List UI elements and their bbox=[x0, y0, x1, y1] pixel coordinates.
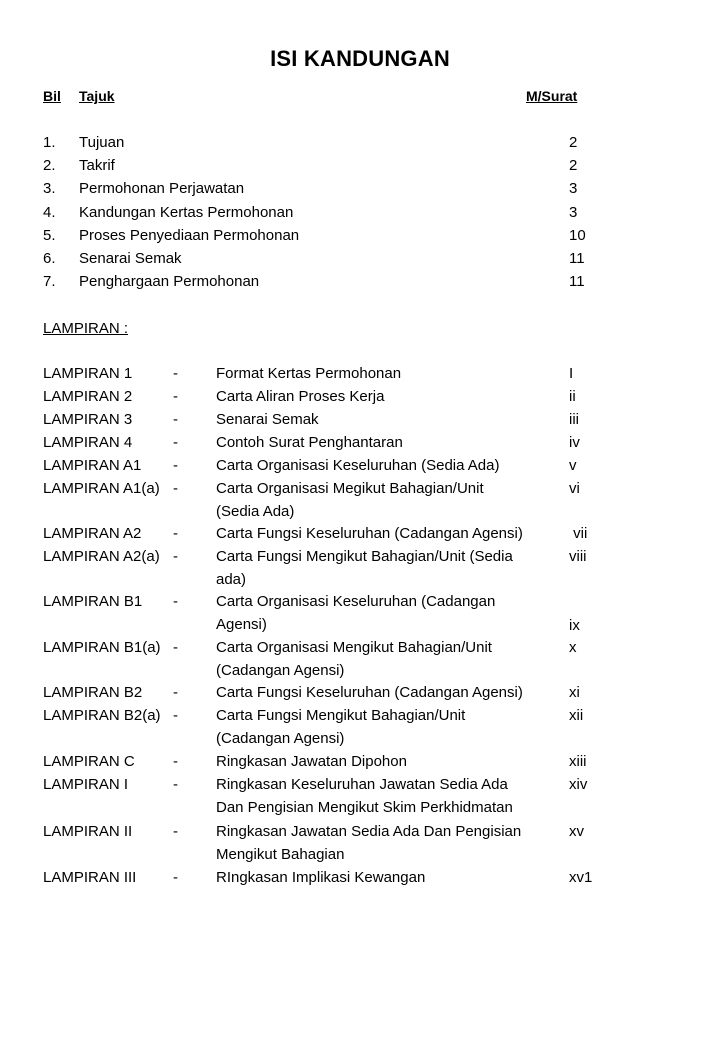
lampiran-description bbox=[216, 478, 561, 523]
lampiran-description bbox=[216, 821, 561, 866]
lampiran-page: I bbox=[569, 365, 574, 382]
lampiran-description-line: Carta Fungsi Mengikut Bahagian/Unit bbox=[216, 707, 466, 724]
lampiran-dash: - bbox=[173, 639, 178, 656]
toc-page: 11 bbox=[569, 273, 585, 290]
lampiran-description bbox=[216, 637, 561, 682]
lampiran-dash: - bbox=[173, 753, 178, 770]
lampiran-code: LAMPIRAN 2 bbox=[43, 388, 133, 405]
lampiran-code: LAMPIRAN III bbox=[43, 869, 137, 886]
lampiran-description-line: Carta Aliran Proses Kerja bbox=[216, 388, 385, 405]
lampiran-description-line: (Cadangan Agensi) bbox=[216, 661, 345, 679]
toc-title: Permohonan Perjawatan bbox=[79, 180, 245, 197]
toc-row bbox=[0, 180, 720, 203]
lampiran-dash: - bbox=[173, 593, 178, 610]
page-title: ISI KANDUNGAN bbox=[270, 46, 450, 71]
lampiran-description-line: Agensi) bbox=[216, 615, 267, 633]
lampiran-description-line: Ringkasan Keseluruhan Jawatan Sedia Ada bbox=[216, 776, 508, 793]
lampiran-description-line: Carta Organisasi Keseluruhan (Sedia Ada) bbox=[216, 457, 500, 474]
lampiran-description-line: (Sedia Ada) bbox=[216, 502, 295, 520]
lampiran-dash: - bbox=[173, 548, 178, 565]
lampiran-description-line: Ringkasan Jawatan Sedia Ada Dan Pengisian bbox=[216, 823, 522, 840]
lampiran-description-line: Mengikut Bahagian bbox=[216, 845, 345, 863]
lampiran-dash: - bbox=[173, 525, 178, 542]
lampiran-description-line: Carta Fungsi Keseluruhan (Cadangan Agensi) bbox=[216, 525, 523, 542]
lampiran-code: LAMPIRAN I bbox=[43, 776, 129, 793]
toc-number: 4. bbox=[43, 204, 56, 221]
toc-row bbox=[0, 134, 720, 157]
lampiran-description bbox=[216, 455, 561, 478]
lampiran-description-line: Format Kertas Permohonan bbox=[216, 365, 402, 382]
lampiran-page: v bbox=[569, 457, 577, 474]
lampiran-description bbox=[216, 751, 561, 774]
toc-number: 3. bbox=[43, 180, 56, 197]
lampiran-code: LAMPIRAN A2 bbox=[43, 525, 142, 542]
toc-title: Kandungan Kertas Permohonan bbox=[79, 204, 294, 221]
toc-title: Senarai Semak bbox=[79, 250, 182, 267]
toc-title: Tujuan bbox=[79, 134, 125, 151]
lampiran-code: LAMPIRAN B1 bbox=[43, 593, 143, 610]
lampiran-dash: - bbox=[173, 823, 178, 840]
toc-number: 7. bbox=[43, 273, 56, 290]
lampiran-description bbox=[216, 774, 561, 819]
lampiran-code: LAMPIRAN 1 bbox=[43, 365, 133, 382]
lampiran-description-line: Carta Fungsi Mengikut Bahagian/Unit (Sedia bbox=[216, 548, 513, 565]
lampiran-page: xv1 bbox=[569, 869, 593, 886]
lampiran-code: LAMPIRAN 4 bbox=[43, 434, 133, 451]
lampiran-page: xi bbox=[569, 684, 580, 701]
toc-page: 10 bbox=[569, 227, 586, 244]
lampiran-code: LAMPIRAN C bbox=[43, 753, 135, 770]
lampiran-description-line: (Cadangan Agensi) bbox=[216, 729, 345, 747]
toc-number: 1. bbox=[43, 134, 56, 151]
lampiran-code: LAMPIRAN B1(a) bbox=[43, 639, 161, 656]
toc-row bbox=[0, 227, 720, 250]
lampiran-dash: - bbox=[173, 684, 178, 701]
lampiran-dash: - bbox=[173, 869, 178, 886]
lampiran-description-line: Ringkasan Jawatan Dipohon bbox=[216, 753, 407, 770]
column-header-page: M/Surat bbox=[526, 88, 578, 104]
toc-page: 3 bbox=[569, 204, 578, 221]
lampiran-dash: - bbox=[173, 411, 178, 428]
lampiran-dash: - bbox=[173, 707, 178, 724]
lampiran-page: viii bbox=[569, 548, 587, 565]
lampiran-description-line: Senarai Semak bbox=[216, 411, 319, 428]
lampiran-page: iii bbox=[569, 411, 579, 428]
lampiran-page: xiv bbox=[569, 776, 588, 793]
lampiran-code: LAMPIRAN B2 bbox=[43, 684, 143, 701]
lampiran-page: xv bbox=[569, 823, 584, 840]
lampiran-description bbox=[216, 386, 561, 409]
toc-page: 2 bbox=[569, 157, 578, 174]
lampiran-dash: - bbox=[173, 457, 178, 474]
lampiran-page: xii bbox=[569, 707, 584, 724]
lampiran-description bbox=[216, 363, 561, 386]
toc-row bbox=[0, 273, 720, 296]
toc-number: 6. bbox=[43, 250, 56, 267]
toc-title: Takrif bbox=[79, 157, 115, 174]
lampiran-code: LAMPIRAN II bbox=[43, 823, 133, 840]
lampiran-page: xiii bbox=[569, 753, 587, 770]
lampiran-dash: - bbox=[173, 776, 178, 793]
lampiran-description bbox=[216, 432, 561, 455]
toc-row bbox=[0, 204, 720, 227]
toc-row bbox=[0, 250, 720, 273]
lampiran-description bbox=[216, 591, 561, 636]
lampiran-page: x bbox=[569, 639, 577, 656]
lampiran-page: ix bbox=[569, 616, 580, 634]
lampiran-dash: - bbox=[173, 480, 178, 497]
lampiran-page: ii bbox=[569, 388, 576, 405]
lampiran-description bbox=[216, 523, 561, 546]
lampiran-description bbox=[216, 546, 561, 591]
lampiran-description-line: Carta Organisasi Mengikut Bahagian/Unit bbox=[216, 639, 492, 656]
column-header-tajuk: Tajuk bbox=[79, 88, 115, 104]
toc-page: 2 bbox=[569, 134, 578, 151]
lampiran-description-line: Contoh Surat Penghantaran bbox=[216, 434, 403, 451]
lampiran-description bbox=[216, 867, 561, 890]
lampiran-description-line: Carta Fungsi Keseluruhan (Cadangan Agensi) bbox=[216, 684, 523, 701]
lampiran-code: LAMPIRAN A2(a) bbox=[43, 548, 160, 565]
lampiran-dash: - bbox=[173, 388, 178, 405]
toc-page: 11 bbox=[569, 250, 585, 267]
lampiran-description-line: Carta Organisasi Megikut Bahagian/Unit bbox=[216, 480, 484, 497]
toc-number: 2. bbox=[43, 157, 56, 174]
lampiran-description-line: RIngkasan Implikasi Kewangan bbox=[216, 869, 426, 886]
lampiran-dash: - bbox=[173, 434, 178, 451]
column-header-bil: Bil bbox=[43, 88, 61, 104]
lampiran-code: LAMPIRAN 3 bbox=[43, 411, 133, 428]
lampiran-code: LAMPIRAN B2(a) bbox=[43, 707, 161, 724]
toc-number: 5. bbox=[43, 227, 56, 244]
lampiran-page: vi bbox=[569, 480, 580, 497]
lampiran-page: vii bbox=[569, 525, 588, 542]
toc-page: 3 bbox=[569, 180, 578, 197]
toc-row bbox=[0, 157, 720, 180]
lampiran-code: LAMPIRAN A1 bbox=[43, 457, 142, 474]
lampiran-description bbox=[216, 682, 561, 705]
lampiran-description-line: Dan Pengisian Mengikut Skim Perkhidmatan bbox=[216, 798, 513, 816]
lampiran-description bbox=[216, 409, 561, 432]
lampiran-description-line: Carta Organisasi Keseluruhan (Cadangan bbox=[216, 593, 496, 610]
lampiran-code: LAMPIRAN A1(a) bbox=[43, 480, 160, 497]
lampiran-description bbox=[216, 705, 561, 750]
lampiran-page: iv bbox=[569, 434, 580, 451]
toc-title: Proses Penyediaan Permohonan bbox=[79, 227, 300, 244]
lampiran-dash: - bbox=[173, 365, 178, 382]
lampiran-heading: LAMPIRAN : bbox=[43, 320, 129, 337]
lampiran-description-line: ada) bbox=[216, 570, 247, 588]
toc-title: Penghargaan Permohonan bbox=[79, 273, 260, 290]
